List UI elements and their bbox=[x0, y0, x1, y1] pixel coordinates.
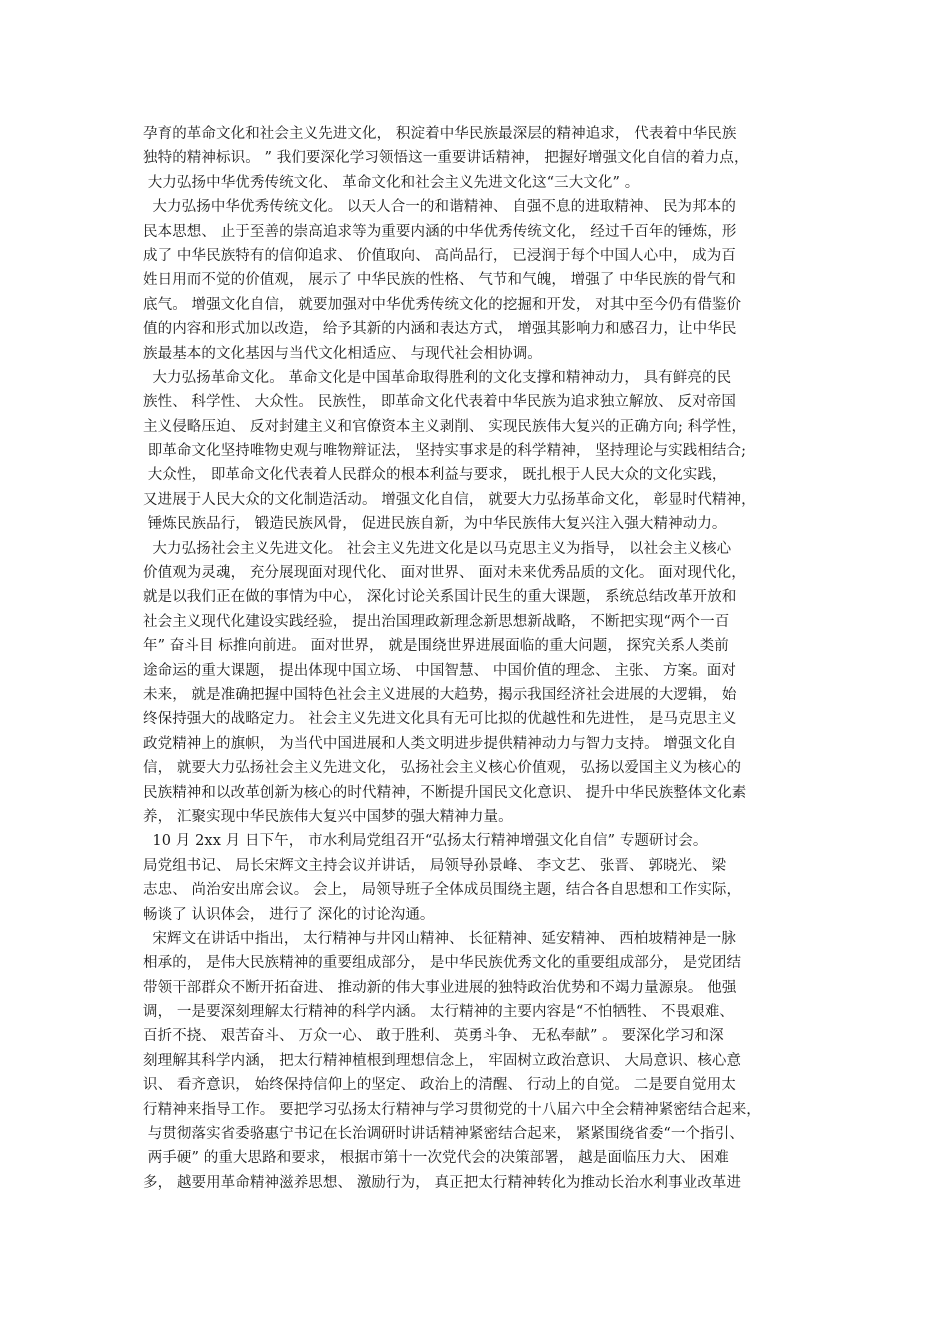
text-line: 百折不挠、 艰苦奋斗、 万众一心、 敢于胜利、 英勇斗争、 无私奉献” 。 要深化学习和深 bbox=[143, 1028, 724, 1045]
text-line bbox=[143, 1195, 823, 1219]
text-line: 价值观为灵魂， 充分展现面对现代化、 面对世界、 面对未来优秀品质的文化。 面对现代化， bbox=[143, 565, 746, 582]
text-line: 宋辉文在讲话中指出， 太行精神与井冈山精神、 长征精神、延安精神、 西柏坡精神是一脉 bbox=[143, 930, 736, 947]
text-line: 孕育的革命文化和社会主义先进文化， 积淀着中华民族最深层的精神追求， 代表着中华民族 bbox=[143, 126, 737, 142]
text-line: 相承的， 是伟大民族精神的重要组成部分， 是中华民族优秀文化的重要组成部分， 是党团结 bbox=[143, 955, 742, 972]
text-line: 社会主义现代化建设实践经验， 提出治国理政新理念新思想新战略， 不断把实现“两个一百 bbox=[143, 613, 730, 630]
text-line: 识、 看齐意识， 始终保持信仰上的坚定、 政治上的清醒、 行动上的自觉。 二是要自觉用太 bbox=[143, 1077, 736, 1094]
text-line: 大力弘扬革命文化。 革命文化是中国革命取得胜利的文化支撑和精神动力， 具有鲜亮的民 bbox=[143, 369, 732, 386]
text-line: 刻理解其科学内涵， 把太行精神植根到理想信念上， 牢固树立政治意识、 大局意识、核心意 bbox=[143, 1052, 742, 1069]
text-line: 即革命文化坚持唯物史观与唯物辩证法， 坚持实事求是的科学精神， 坚持理论与实践相结合; bbox=[143, 443, 747, 460]
text-line: 年” 奋斗目 标推向前进。 面对世界， 就是围绕世界进展面临的重大问题， 探究关系人类前 bbox=[143, 638, 729, 655]
text-line: 锤炼民族品行， 锻造民族风骨， 促进民族自新，为中华民族伟大复兴注入强大精神动力。 bbox=[143, 516, 727, 533]
text-line: 10 月 2xx 月 日下午， 市水利局党组召开“弘扬太行精神增强文化自信” 专题研讨会。 bbox=[143, 833, 708, 850]
text-line: 民本思想、 止于至善的崇高追求等为重要内涵的中华优秀传统文化， 经过千百年的锤炼，形 bbox=[143, 223, 737, 240]
text-line: 主义侵略压迫、 反对封建主义和官僚资本主义剥削、 实现民族伟大复兴的正确方向; 科学性， bbox=[143, 418, 747, 435]
text-line: 民族精神和以改革创新为核心的时代精神，不断提升国民文化意识、 提升中华民族整体文化素 bbox=[143, 784, 747, 801]
text-line: 大力弘扬中华优秀传统文化、 革命文化和社会主义先进文化这“三大文化” 。 bbox=[143, 174, 640, 191]
text-line: 族性、 科学性、 大众性。 民族性， 即革命文化代表着中华民族为追求独立解放、 反对帝国 bbox=[143, 394, 736, 411]
text-line: 两手硬” 的重大思路和要求， 根据市第十一次党代会的决策部署， 越是面临压力大、 困难 bbox=[143, 1150, 729, 1167]
text-line: 又进展于人民大众的文化制造活动。 增强文化自信， 就要大力弘扬革命文化， 彰显时代精神， bbox=[143, 491, 756, 508]
text-line: 就是以我们正在做的事情为中心， 深化讨论关系国计民生的重大课题， 系统总结改革开放和 bbox=[143, 589, 737, 606]
text-line: 独特的精神标识。 ” 我们要深化学习领悟这一重要讲话精神， 把握好增强文化自信的着力点， bbox=[143, 150, 749, 167]
text-line: 调， 一是要深刻理解太行精神的科学内涵。 太行精神的主要内容是“不怕牺牲、 不畏艰难、 bbox=[143, 1004, 735, 1021]
text-line: 志忠、 尚治安出席会议。 会上， 局领导班子全体成员围绕主题，结合各自思想和工作实际， bbox=[143, 882, 742, 899]
text-line: 姓日用而不觉的价值观， 展示了 中华民族的性格、 气节和气魄， 增强了 中华民族的骨气和 bbox=[143, 272, 736, 289]
text-line: 未来， 就是准确把握中国特色社会主义进展的大趋势，揭示我国经济社会进展的大逻辑， 始 bbox=[143, 686, 737, 703]
text-line: 政党精神上的旗帜， 为当代中国进展和人类文明进步提供精神动力与智力支持。 增强文化自 bbox=[143, 735, 737, 752]
text-line: 多， 越要用革命精神滋养思想、 激励行为， 真正把太行精神转化为推动长治水利事业改革进 bbox=[143, 1174, 742, 1191]
text-line: 途命运的重大课题， 提出体现中国立场、 中国智慧、 中国价值的理念、 主张、 方案。面对 bbox=[143, 662, 736, 679]
text-line: 底气。 增强文化自信， 就要加强对中华优秀传统文化的挖掘和开发， 对其中至今仍有借鉴价 bbox=[143, 296, 742, 313]
text-line: 大众性， 即革命文化代表着人民群众的根本利益与要求， 既扎根于人民大众的文化实践， bbox=[143, 467, 727, 484]
document-body bbox=[143, 122, 823, 1220]
text-line: 与贯彻落实省委骆惠宁书记在长治调研时讲话精神紧密结合起来， 紧紧围绕省委“一个指引、 bbox=[143, 1126, 744, 1143]
text-line: 行精神来指导工作。 要把学习弘扬太行精神与学习贯彻党的十八届六中全会精神紧密结合起来， bbox=[143, 1101, 761, 1118]
text-line: 信， 就要大力弘扬社会主义先进文化， 弘扬社会主义核心价值观， 弘扬以爱国主义为核心的 bbox=[143, 760, 742, 777]
text-line: 成了 中华民族特有的信仰追求、 价值取向、 高尚品行， 已浸润于每个中国人心中， 成为百 bbox=[143, 247, 736, 264]
text-line: 终保持强大的战略定力。 社会主义先进文化具有无可比拟的优越性和先进性， 是马克思主义 bbox=[143, 711, 737, 728]
text-line: 局党组书记、 局长宋辉文主持会议并讲话， 局领导孙景峰、 李文艺、 张晋、 郭晓光、 梁 bbox=[143, 857, 727, 874]
text-line: 大力弘扬中华优秀传统文化。 以天人合一的和谐精神、 自强不息的进取精神、 民为邦本的 bbox=[143, 199, 736, 216]
text-line: 养， 汇聚实现中华民族伟大复兴中国梦的强大精神力量。 bbox=[143, 808, 513, 825]
text-line: 大力弘扬社会主义先进文化。 社会主义先进文化是以马克思主义为指导， 以社会主义核心 bbox=[143, 540, 732, 557]
text-line: 族最基本的文化基因与当代文化相适应、 与现代社会相协调。 bbox=[143, 345, 542, 362]
text-line: 畅谈了 认识体会， 进行了 深化的讨论沟通。 bbox=[143, 906, 435, 923]
text-line: 值的内容和形式加以改造， 给予其新的内涵和表达方式， 增强其影响力和感召力，让中华民 bbox=[143, 321, 737, 338]
text-line: 带领干部群众不断开拓奋进、 推动新的伟大事业进展的独特政治优势和不竭力量源泉。 他强 bbox=[143, 979, 737, 996]
